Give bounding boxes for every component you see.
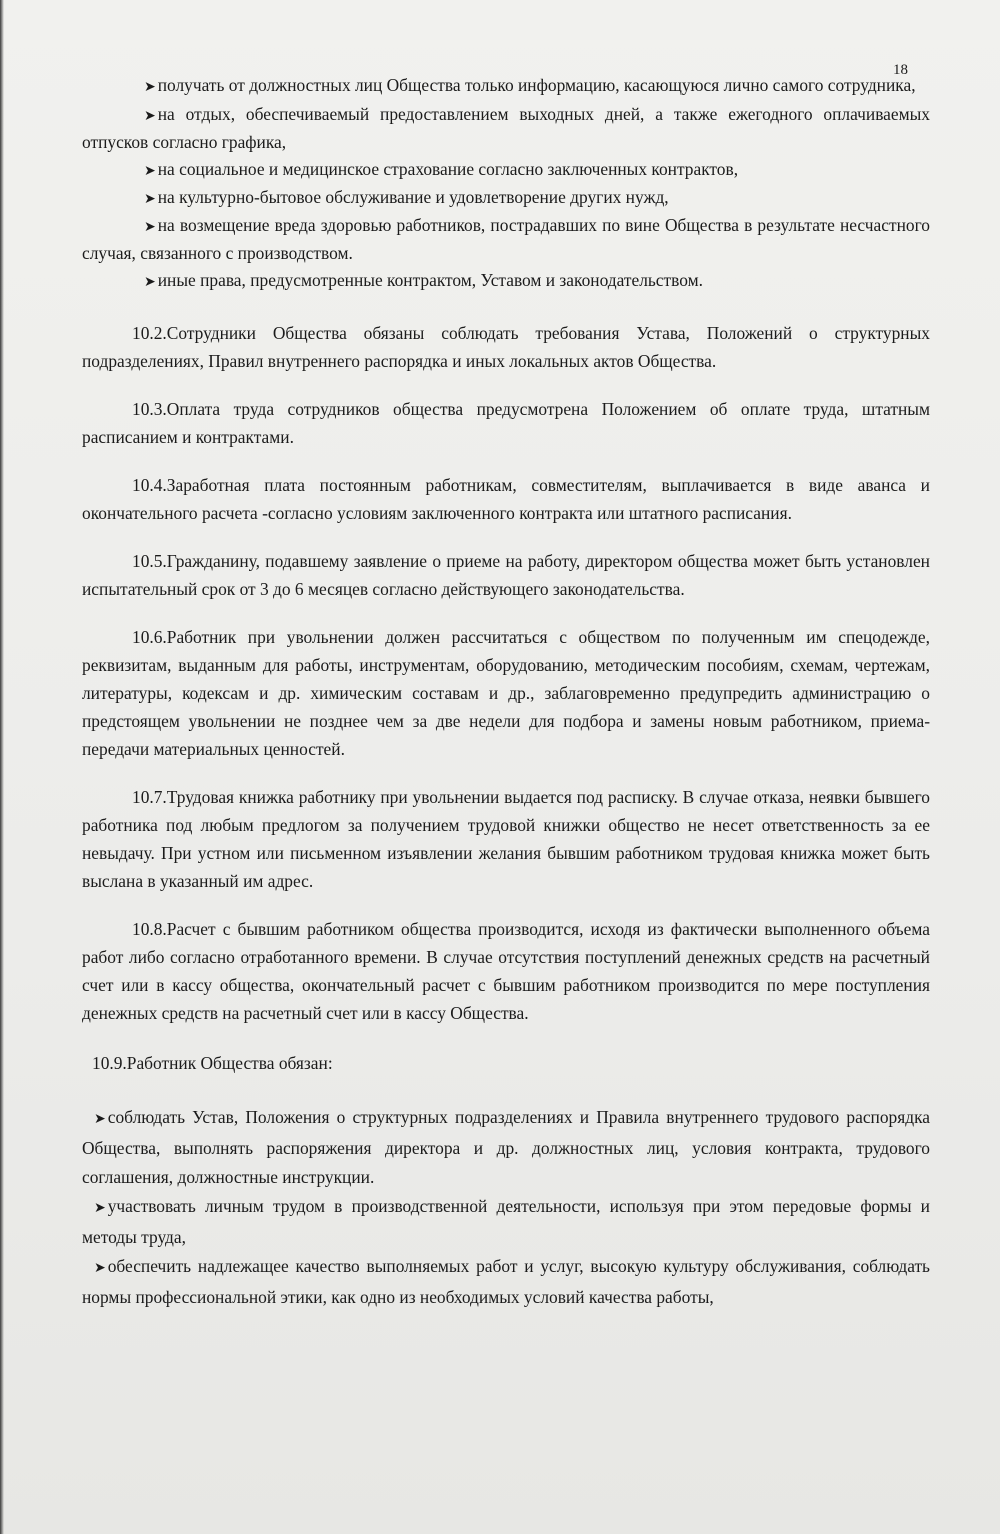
arrow-bullet-icon: ➤ — [94, 1260, 106, 1276]
paragraph-10-7: 10.7.Трудовая книжка работнику при увольнении выдается под расписку. В случае отказа, неявки бывшего работника под любым предлогом за получением трудовой книжки общество не несет ответственность за ее невыдачу. При устном или письменном изъявлении желания бывшим работником трудовая книжка может быть выслана в указанный им адрес. — [82, 787, 930, 891]
page-number: 18 — [893, 62, 908, 78]
arrow-bullet-icon: ➤ — [94, 1200, 106, 1216]
paragraph-10-5: 10.5.Гражданину, подавшему заявление о приеме на работу, директором общества может быть установлен испытательный срок от 3 до 6 месяцев согласно действующего законодательства. — [82, 551, 930, 599]
paragraph-10-6: 10.6.Работник при увольнении должен рассчитаться с обществом по полученным им спецодежде, реквизитам, выданным для работы, инструментам, оборудованию, методическим пособиям, схемам, чертежам, литературы, кодексам и др. химическим составам и др., заблаговременно предупредить администрацию о предстоящем увольнении не позднее чем за две недели для подбора и замены новым работником, приема- передачи материальных ценностей. — [82, 627, 930, 759]
arrow-bullet-icon: ➤ — [144, 79, 156, 95]
duties-list — [82, 1103, 930, 1312]
page-edge-shadow — [0, 0, 4, 1534]
duty-item: ➤ обеспечить надлежащее качество выполняемых работ и услуг, высокую культуру обслуживания, соблюдать нормы профессиональной этики, как одно из необходимых условий качества работы, — [82, 1256, 930, 1307]
page-content — [82, 72, 930, 1312]
arrow-bullet-icon: ➤ — [144, 219, 156, 235]
arrow-bullet-icon: ➤ — [144, 274, 156, 290]
rights-item: ➤ на отдых, обеспечиваемый предоставлением выходных дней, а также ежегодного оплачиваемых отпусков согласно графика, — [82, 104, 930, 152]
rights-item: ➤ на культурно-бытовое обслуживание и удовлетворение других нужд, — [144, 187, 669, 207]
arrow-bullet-icon: ➤ — [144, 108, 156, 124]
rights-item: ➤ иные права, предусмотренные контрактом, Уставом и законодательством. — [144, 270, 703, 290]
rights-item: ➤ на социальное и медицинское страхование согласно заключенных контрактов, — [144, 159, 739, 179]
rights-item: ➤ получать от должностных лиц Общества только информацию, касающуюся лично самого сотрудника, — [144, 75, 916, 95]
duty-item: ➤ участвовать личным трудом в производственной деятельности, используя при этом передовые формы и методы труда, — [82, 1196, 930, 1247]
rights-item: ➤ на возмещение вреда здоровью работников, пострадавших по вине Общества в результате несчастного случая, связанного с производством. — [82, 215, 930, 263]
arrow-bullet-icon: ➤ — [144, 191, 156, 207]
arrow-bullet-icon: ➤ — [94, 1111, 106, 1127]
paragraph-10-8: 10.8.Расчет с бывшим работником общества производится, исходя из фактически выполненного объема работ либо согласно отработанного времени. В случае отсутствия поступлений денежных средств на расчетный счет или в кассу общества, окончательный расчет с бывшим работником производится по мере поступления денежных средств на расчетный счет или в кассу Общества. — [82, 919, 930, 1023]
paragraph-10-2: 10.2.Сотрудники Общества обязаны соблюдать требования Устава, Положений о структурных подразделениях, Правил внутреннего распорядка и иных локальных актов Общества. — [82, 323, 930, 371]
arrow-bullet-icon: ➤ — [144, 163, 156, 179]
paragraph-10-3: 10.3.Оплата труда сотрудников общества предусмотрена Положением об оплате труда, штатным расписанием и контрактами. — [82, 399, 930, 447]
section-heading-10-9: 10.9.Работник Общества обязан: — [92, 1053, 333, 1073]
duty-item: ➤ соблюдать Устав, Положения о структурных подразделениях и Правила внутреннего трудового распорядка Общества, выполнять распоряжения директора и др. должностных лиц, условия контракта, трудового соглашения, должностные инструкции. — [82, 1107, 930, 1187]
paragraph-10-4: 10.4.Заработная плата постоянным работникам, совместителям, выплачивается в виде аванса и окончательного расчета -согласно условиям заключенного контракта или штатного расписания. — [82, 475, 930, 523]
